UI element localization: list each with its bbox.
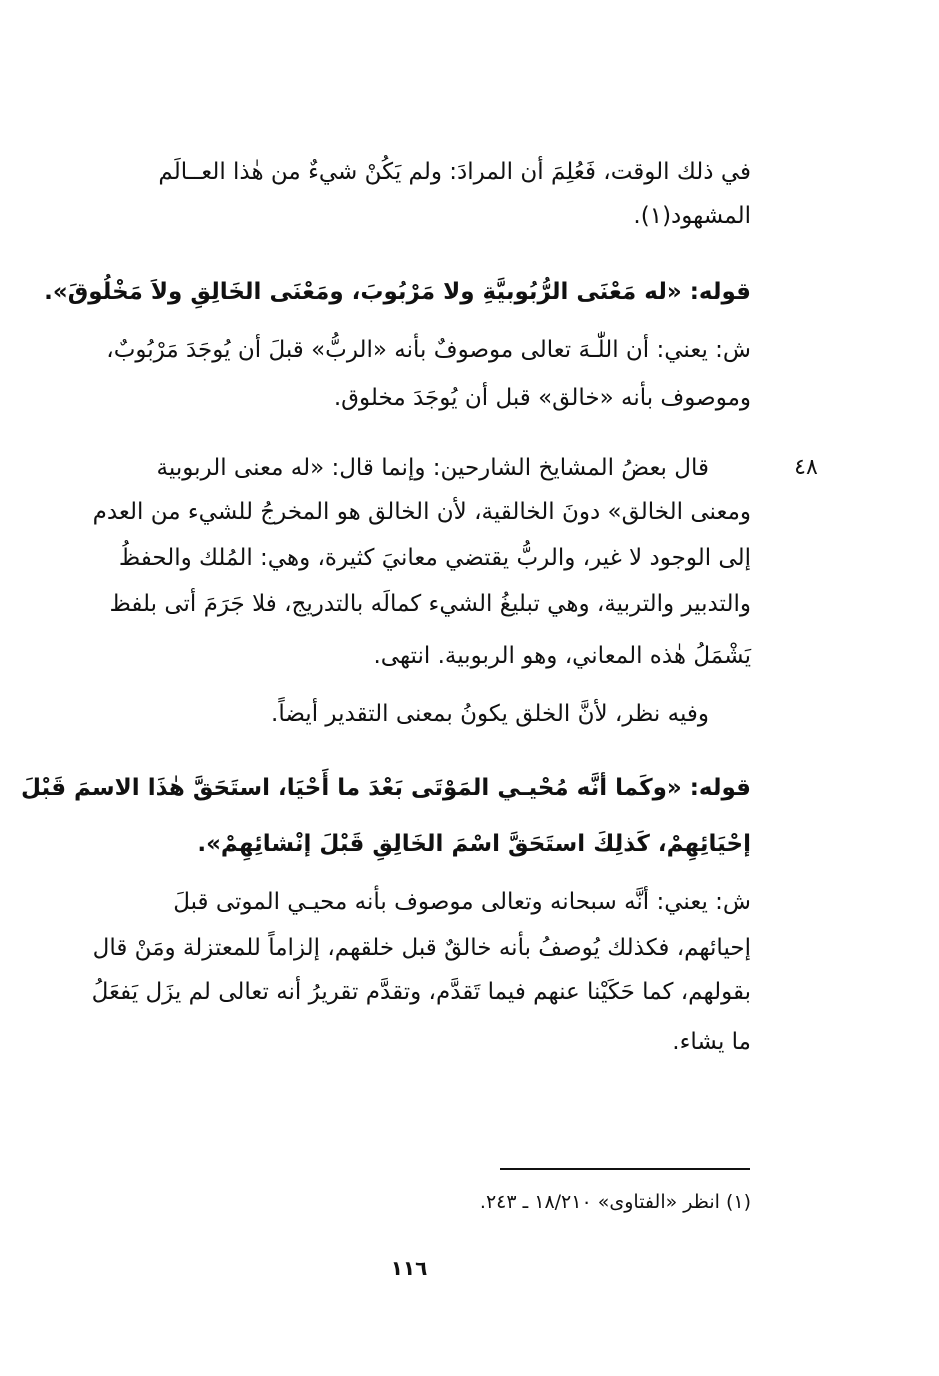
paragraph-line-1-text: قال بعضُ المشايخ الشارحين: وإنما قال: «له معنى الربوبية [156, 455, 709, 481]
page-number: ١١٦ [390, 1256, 428, 1280]
paragraph-line-5: يَشْمَلُ هٰذه المعاني، وهو الربوبية. انتهى. [373, 643, 751, 669]
commentary-line-6: ما يشاء. [672, 1029, 751, 1055]
commentary-line-2: وموصوف بأنه «خالق» قبل أن يُوجَدَ مخلوق. [333, 385, 751, 411]
marginal-number: ٤٨ [794, 455, 818, 480]
paragraph-line-3: إلى الوجود لا غير، والربُّ يقتضي معانيَ كثيرة، وهي: المُلك والحفظُ [118, 545, 751, 571]
objection-line: وفيه نظر، لأنَّ الخلق يكونُ بمعنى التقدير أيضاً. [271, 701, 709, 727]
paragraph-line-1 [156, 448, 751, 488]
commentary-line-4: إحيائهم، فكذلك يُوصفُ بأنه خالقٌ قبل خلقهم، إلزاماً للمعتزلة ومَنْ قال [92, 935, 751, 961]
commentary-line-1: ش: يعني: أن اللّٰـهَ تعالى موصوفٌ بأنه «الربُّ» قبلَ أن يُوجَدَ مَرْبُوبٌ، [106, 337, 751, 363]
body-line-1: في ذلك الوقت، فَعُلِمَ أن المرادَ: ولم يَكُنْ شيءٌ من هٰذا العــالَم [158, 159, 751, 185]
quote-line-1: قوله: «له مَعْنَى الرُّبُوبيَّةِ ولا مَرْبُوبَ، ومَعْنَى الخَالِقِ ولاَ مَخْلُوقَ». [44, 279, 751, 305]
paragraph-line-4: والتدبير والتربية، وهي تبليغُ الشيء كمالَه بالتدريج، فلا جَرَمَ أتى بلفظ [109, 591, 751, 617]
quote-line-3: إحْيَائِهِمْ، كَذلِكَ استَحَقَّ اسْمَ الخَالِقِ قَبْلَ إنْشائِهِمْ». [197, 831, 751, 857]
commentary-line-3: ش: يعني: أنَّه سبحانه وتعالى موصوف بأنه محيـي الموتى قبلَ [173, 889, 751, 915]
footnote: (١) انظر «الفتاوى» ١٨/٢١٠ ـ ٢٤٣. [479, 1191, 751, 1213]
commentary-line-5: بقولهم، كما حَكَيْنا عنهم فيما تَقدَّم، وتقدَّم تقريرُ أنه تعالى لم يزَل يَفعَلُ [91, 979, 751, 1005]
footnote-divider [500, 1168, 750, 1170]
quote-line-2: قوله: «وكَما أنَّه مُحْيـي المَوْتَى بَعْدَ ما أَحْيَا، استَحَقَّ هٰذَا الاسمَ قَبْلَ [21, 775, 751, 801]
paragraph-line-2: ومعنى الخالق» دونَ الخالقية، لأن الخالق هو المخرجُ للشيء من العدم [92, 499, 751, 525]
body-line-2: المشهود(١). [633, 203, 751, 229]
